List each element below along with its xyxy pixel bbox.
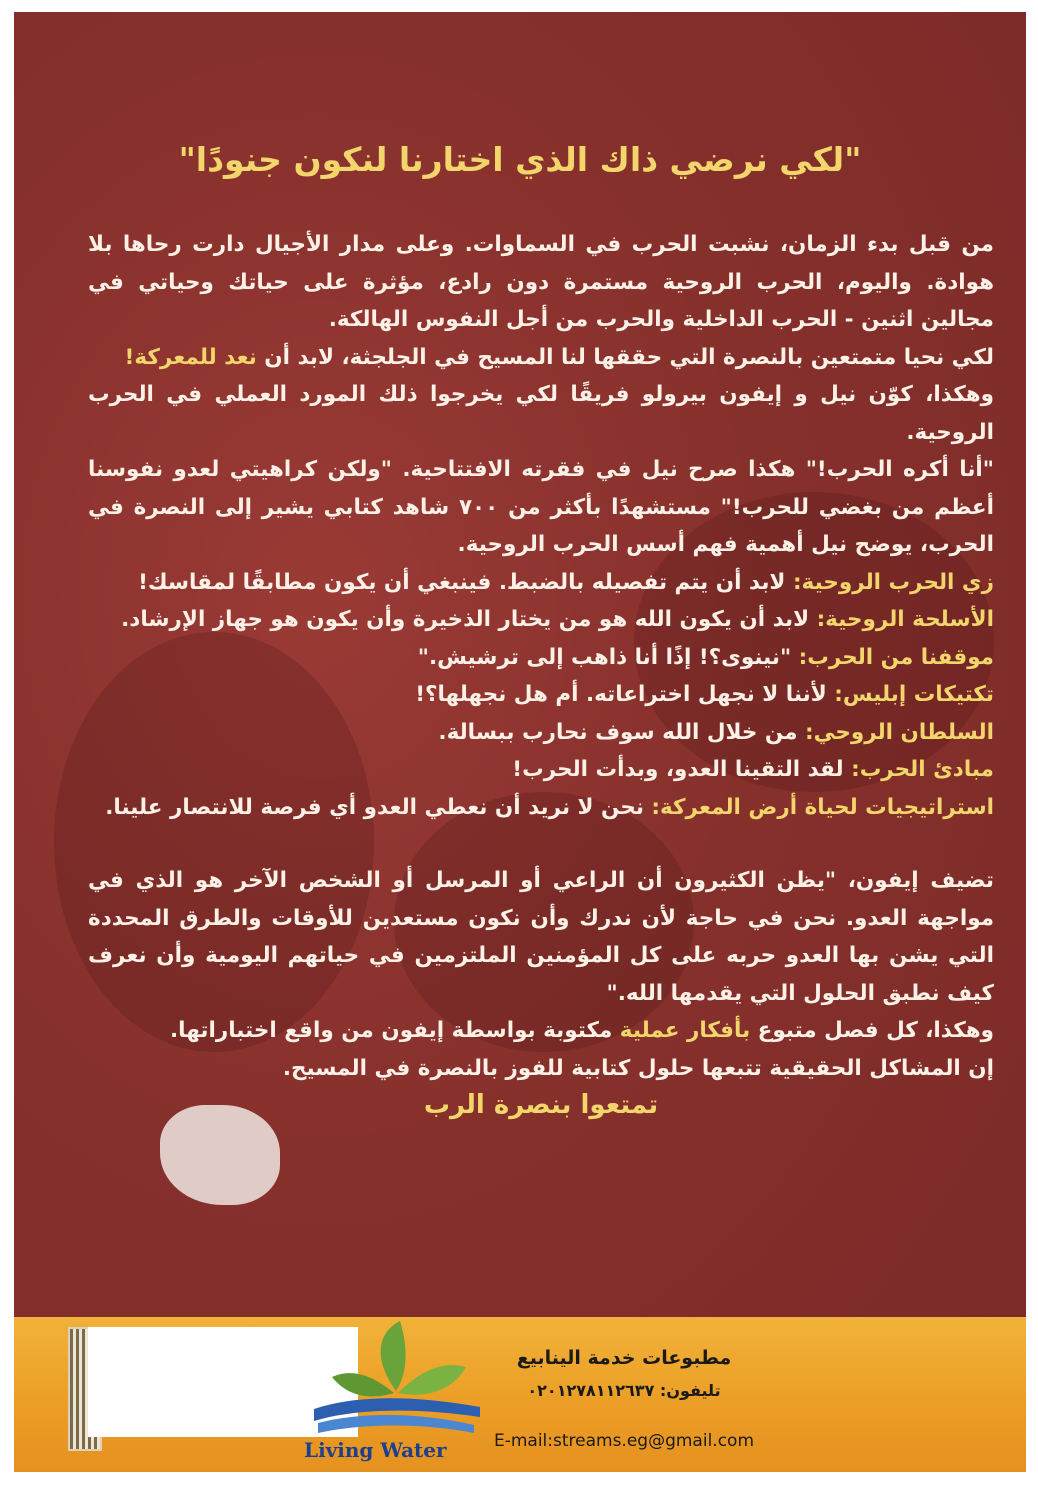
publisher-band	[14, 1317, 1026, 1472]
cover-title: "لكي نرضي ذاك الذي اختارنا لنكون جنودًا"	[178, 140, 862, 179]
blurb-text	[88, 226, 994, 1125]
publisher-name: مطبوعات خدمة الينابيع	[516, 1347, 732, 1369]
feature-item: السلطان الروحي: من خلال الله سوف نحارب ببسالة.	[438, 719, 994, 745]
book-back-cover	[14, 12, 1026, 1472]
feature-item: مبادئ الحرب: لقد التقينا العدو، وبدأت الحرب!	[512, 757, 994, 782]
feature-item: تكتيكات إبليس: لأننا لا نجهل اختراعاته. أم هل نجهلها؟!	[415, 682, 994, 707]
feature-item: موقفنا من الحرب: "نينوى؟! إذًا أنا ذاهب إلى ترشيش."	[417, 644, 994, 670]
publisher-email[interactable]: E-mail:streams.eg@gmail.com	[493, 1431, 755, 1451]
publisher-logo-icon	[304, 1321, 484, 1439]
stain-mark	[160, 1105, 280, 1205]
highlight-text: نعد للمعركة!	[124, 344, 257, 370]
feature-item: زي الحرب الروحية: لابد أن يتم تفصيله بالضبط. فينبغي أن يكون مطابقًا لمقاسك!	[138, 569, 994, 595]
paragraph: لكي نحيا متمتعين بالنصرة التي حققها لنا المسيح في الجلجثة، لابد أن نعد للمعركة!	[124, 344, 994, 370]
paragraph: من قبل بدء الزمان، نشبت الحرب في السماوات. وعلى مدار الأجيال دارت رحاها بلا هوادة. واليوم، الحرب الروحية مستمرة دون رادع، مؤثرة على حياتك وحياتي في مجالين اثنين - الحرب الداخلية والحرب من أجل النفوس الهالكة.	[88, 232, 994, 332]
highlight-text: بأفكار عملية	[619, 1018, 751, 1043]
spacer	[88, 826, 994, 862]
feature-item: استراتيجيات لحياة أرض المعركة: نحن لا نريد أن نعطي العدو أي فرصة للانتصار علينا.	[105, 794, 994, 820]
paragraph: وهكذا، كل فصل متبوع بأفكار عملية مكتوبة بواسطة إيفون من واقع اختباراتها.	[169, 1018, 994, 1043]
feature-item: الأسلحة الروحية: لابد أن يكون الله هو من يختار الذخيرة وأن يكون هو جهاز الإرشاد.	[121, 607, 994, 632]
paragraph: "أنا أكره الحرب!" هكذا صرح نيل في فقرته الافتتاحية. "ولكن كراهيتي لعدو نفوسنا أعظم من بغضي للحرب!" مستشهدًا بأكثر من ٧٠٠ شاهد كتابي يشير إلى النصرة في الحرب، يوضح نيل أهمية فهم أسس الحرب الروحية.	[88, 457, 994, 557]
closing-slogan: تمتعوا بنصرة الرب	[423, 1090, 659, 1120]
logo-text: Living Water	[304, 1438, 447, 1462]
paragraph: إن المشاكل الحقيقية تتبعها حلول كتابية للفوز بالنصرة في المسيح.	[282, 1055, 994, 1081]
paragraph: تضيف إيفون، "يظن الكثيرون أن الراعي أو المرسل أو الشخص الآخر هو الذي في مواجهة العدو. نحن في حاجة لأن ندرك وأن نكون مستعدين للأوقات والطرق المحددة التي يشن بها العدو حربه على كل المؤمنين الملتزمين في حياتهم اليومية وأن نعرف كيف نطبق الحلول التي يقدمها الله."	[88, 868, 994, 1006]
paragraph: وهكذا، كوّن نيل و إيفون بيرولو فريقًا لكي يخرجوا ذلك المورد العملي في الحرب الروحية.	[88, 382, 994, 445]
publisher-phone: تليفون: ٠٢٠١٢٧٨١١٢٦٣٧	[527, 1381, 721, 1400]
